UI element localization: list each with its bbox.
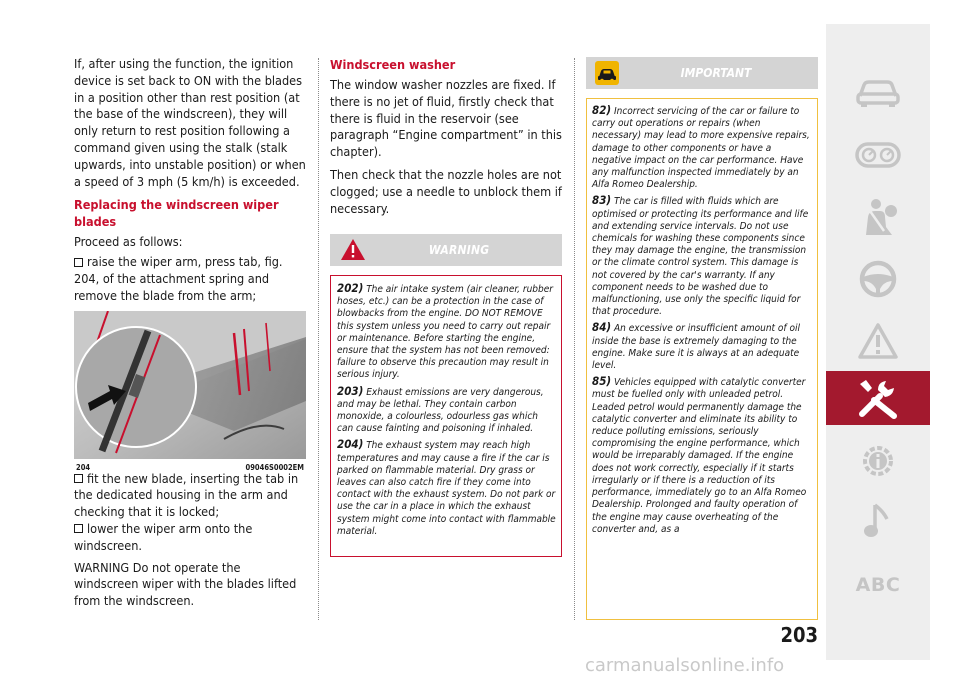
warning-item-text: The exhaust system may reach high temperatures and may cause a fire if the car is parked on flammable material. Dry grass or leaves can also catch fire if they come into contact with the exhaust system. Do not park or use the car in a place in which the exhaust system might come into contact with flammable material. bbox=[337, 440, 556, 537]
section-heading-washer: Windscreen washer bbox=[330, 57, 456, 72]
figure-code: 09046S0002EM bbox=[245, 462, 304, 472]
gear-icon bbox=[858, 441, 898, 481]
important-item-text: The car is filled with fluids which are optimised or protecting its performance and life and extending service intervals. Do not use chemicals for washing these components since they may damage the engine, the transmission or the climate control system. This damage is not covered by the car's warranty. If any component needs to be washed due to malfunctioning, use only the specific liquid for that procedure. bbox=[592, 196, 809, 318]
chapter-sidebar bbox=[826, 24, 930, 660]
warning-paragraph: WARNING Do not operate the windscreen wiper with the blades lifted from the windscreen. bbox=[74, 559, 297, 609]
car-icon bbox=[856, 78, 900, 108]
warning-box bbox=[330, 234, 562, 557]
sidebar-tab-technical-data[interactable] bbox=[826, 434, 930, 488]
important-item-number: 82) bbox=[592, 103, 612, 117]
important-item bbox=[592, 321, 812, 372]
seat-belt-airbag-icon bbox=[858, 197, 898, 237]
important-item bbox=[592, 104, 812, 191]
bullet-box-icon bbox=[74, 474, 83, 483]
important-item-text: Vehicles equipped with catalytic converter must be fuelled only with unleaded petrol. Leaded petrol would permanently damage the catalytic converter and eliminate its ability to reduce polluting emissions, seriously compromising the engine performance, which would be irreparably damaged. If the engine does not work correctly, especially if it starts irregularly or if there is a reduction of its performance, immediately go to an Alfa Romeo Dealership. Prolonged and faulty operation of the engine may cause overheating of the converter and, as a bbox=[592, 377, 807, 535]
instrument-panel-icon bbox=[855, 141, 901, 169]
important-title: IMPORTANT bbox=[680, 66, 752, 80]
proceed-text: Proceed as follows: bbox=[74, 234, 183, 250]
step-2 bbox=[74, 471, 306, 521]
warning-item-number: 202) bbox=[337, 281, 364, 295]
abc-index-icon: ABC bbox=[855, 574, 901, 596]
important-box-body bbox=[586, 98, 818, 620]
warning-triangle-icon bbox=[857, 322, 899, 360]
page-number: 203 bbox=[780, 623, 818, 647]
sidebar-tab-steering[interactable] bbox=[826, 252, 930, 306]
column-separator-2 bbox=[574, 58, 575, 620]
warning-item bbox=[337, 282, 556, 382]
warning-item-text: Exhaust emissions are very dangerous, and may be lethal. They contain carbon monoxide, a colourless, odourless gas which can cause fainting and poisoning if inhaled. bbox=[337, 386, 544, 435]
step-3 bbox=[74, 521, 306, 555]
warning-item-number: 204) bbox=[337, 437, 364, 452]
sidebar-tab-safety[interactable] bbox=[826, 190, 930, 244]
column-separator-1 bbox=[318, 58, 319, 620]
sidebar-tab-instruments[interactable] bbox=[826, 128, 930, 182]
important-item-number: 85) bbox=[592, 374, 612, 389]
sidebar-tab-index[interactable] bbox=[826, 558, 930, 612]
important-item-text: Incorrect servicing of the car or failure to carry out operations or repairs (when necessary) may lead to more expensive repairs, damage to other components or have a negative impact on the car performance. Have any malfunction inspected immediately by an Alfa Romeo Dealership. bbox=[592, 106, 810, 191]
wrench-icon bbox=[856, 376, 900, 420]
bullet-box-icon bbox=[74, 258, 83, 267]
warning-item-text: The air intake system (air cleaner, rubber hoses, etc.) can be a protection in the case of blowbacks from the engine. DO NOT REMOVE this system unless you need to carry out repair or maintenance. Before starting the engine, ensure that the system has not been removed: failure to observe this precaution may result in serious injury. bbox=[337, 284, 553, 381]
section-heading-wiper-blades: Replacing the windscreen wiper blades bbox=[74, 197, 279, 230]
important-box bbox=[586, 57, 818, 620]
step-1-text: raise the wiper arm, press tab, fig. 204, of the attachment spring and remove the blade from the arm; bbox=[74, 254, 283, 303]
music-note-icon bbox=[863, 501, 893, 541]
sidebar-tab-car[interactable] bbox=[826, 66, 930, 120]
steering-wheel-icon bbox=[858, 259, 898, 299]
left-column bbox=[74, 56, 306, 616]
intro-paragraph: If, after using the function, the ignition device is set back to ON with the blades in a position other than rest position (at the base of the windscreen), they will only return to rest position following a command given using the stalk (stalk upwards, into unstable position) or when a speed of 3 mph (5 km/h) is exceeded. bbox=[74, 56, 306, 189]
warning-box-header bbox=[330, 234, 562, 266]
important-box-header bbox=[586, 57, 818, 89]
washer-paragraph-1: The window washer nozzles are fixed. If there is no jet of fluid, firstly check that there is fluid in the reservoir (see paragraph “Engine compartment” in this chapter). bbox=[330, 77, 562, 160]
step-1 bbox=[74, 254, 306, 304]
warning-item-number: 203) bbox=[337, 383, 364, 398]
figure-number: 204 bbox=[76, 462, 91, 472]
warning-item bbox=[337, 438, 556, 538]
important-item bbox=[592, 375, 812, 536]
warning-box-body bbox=[330, 275, 562, 557]
warning-title: WARNING bbox=[428, 243, 490, 257]
sidebar-tab-servicing[interactable] bbox=[826, 371, 930, 425]
wiper-blade-photo bbox=[74, 311, 306, 459]
step-2-text: fit the new blade, inserting the tab in the dedicated housing in the arm and checking that it is locked; bbox=[74, 470, 299, 520]
sidebar-tab-emergency[interactable] bbox=[826, 314, 930, 368]
important-item-number: 84) bbox=[592, 320, 612, 335]
figure-204 bbox=[74, 311, 306, 472]
warning-item bbox=[337, 385, 556, 436]
step-3-text: lower the wiper arm onto the windscreen. bbox=[74, 520, 253, 553]
middle-column bbox=[330, 56, 562, 223]
important-item-text: An excessive or insufficient amount of oil inside the base is extremely damaging to the engine. Make sure it is always at an adequate level. bbox=[592, 323, 800, 372]
important-item-number: 83) bbox=[592, 193, 612, 208]
sidebar-tab-multimedia[interactable] bbox=[826, 494, 930, 548]
important-item bbox=[592, 194, 812, 318]
figure-caption bbox=[74, 459, 306, 471]
washer-paragraph-2: Then check that the nozzle holes are not clogged; use a needle to unblock them if necessary. bbox=[330, 166, 562, 216]
watermark: carmanualsonline.info bbox=[585, 655, 785, 676]
bullet-box-icon bbox=[74, 524, 83, 533]
